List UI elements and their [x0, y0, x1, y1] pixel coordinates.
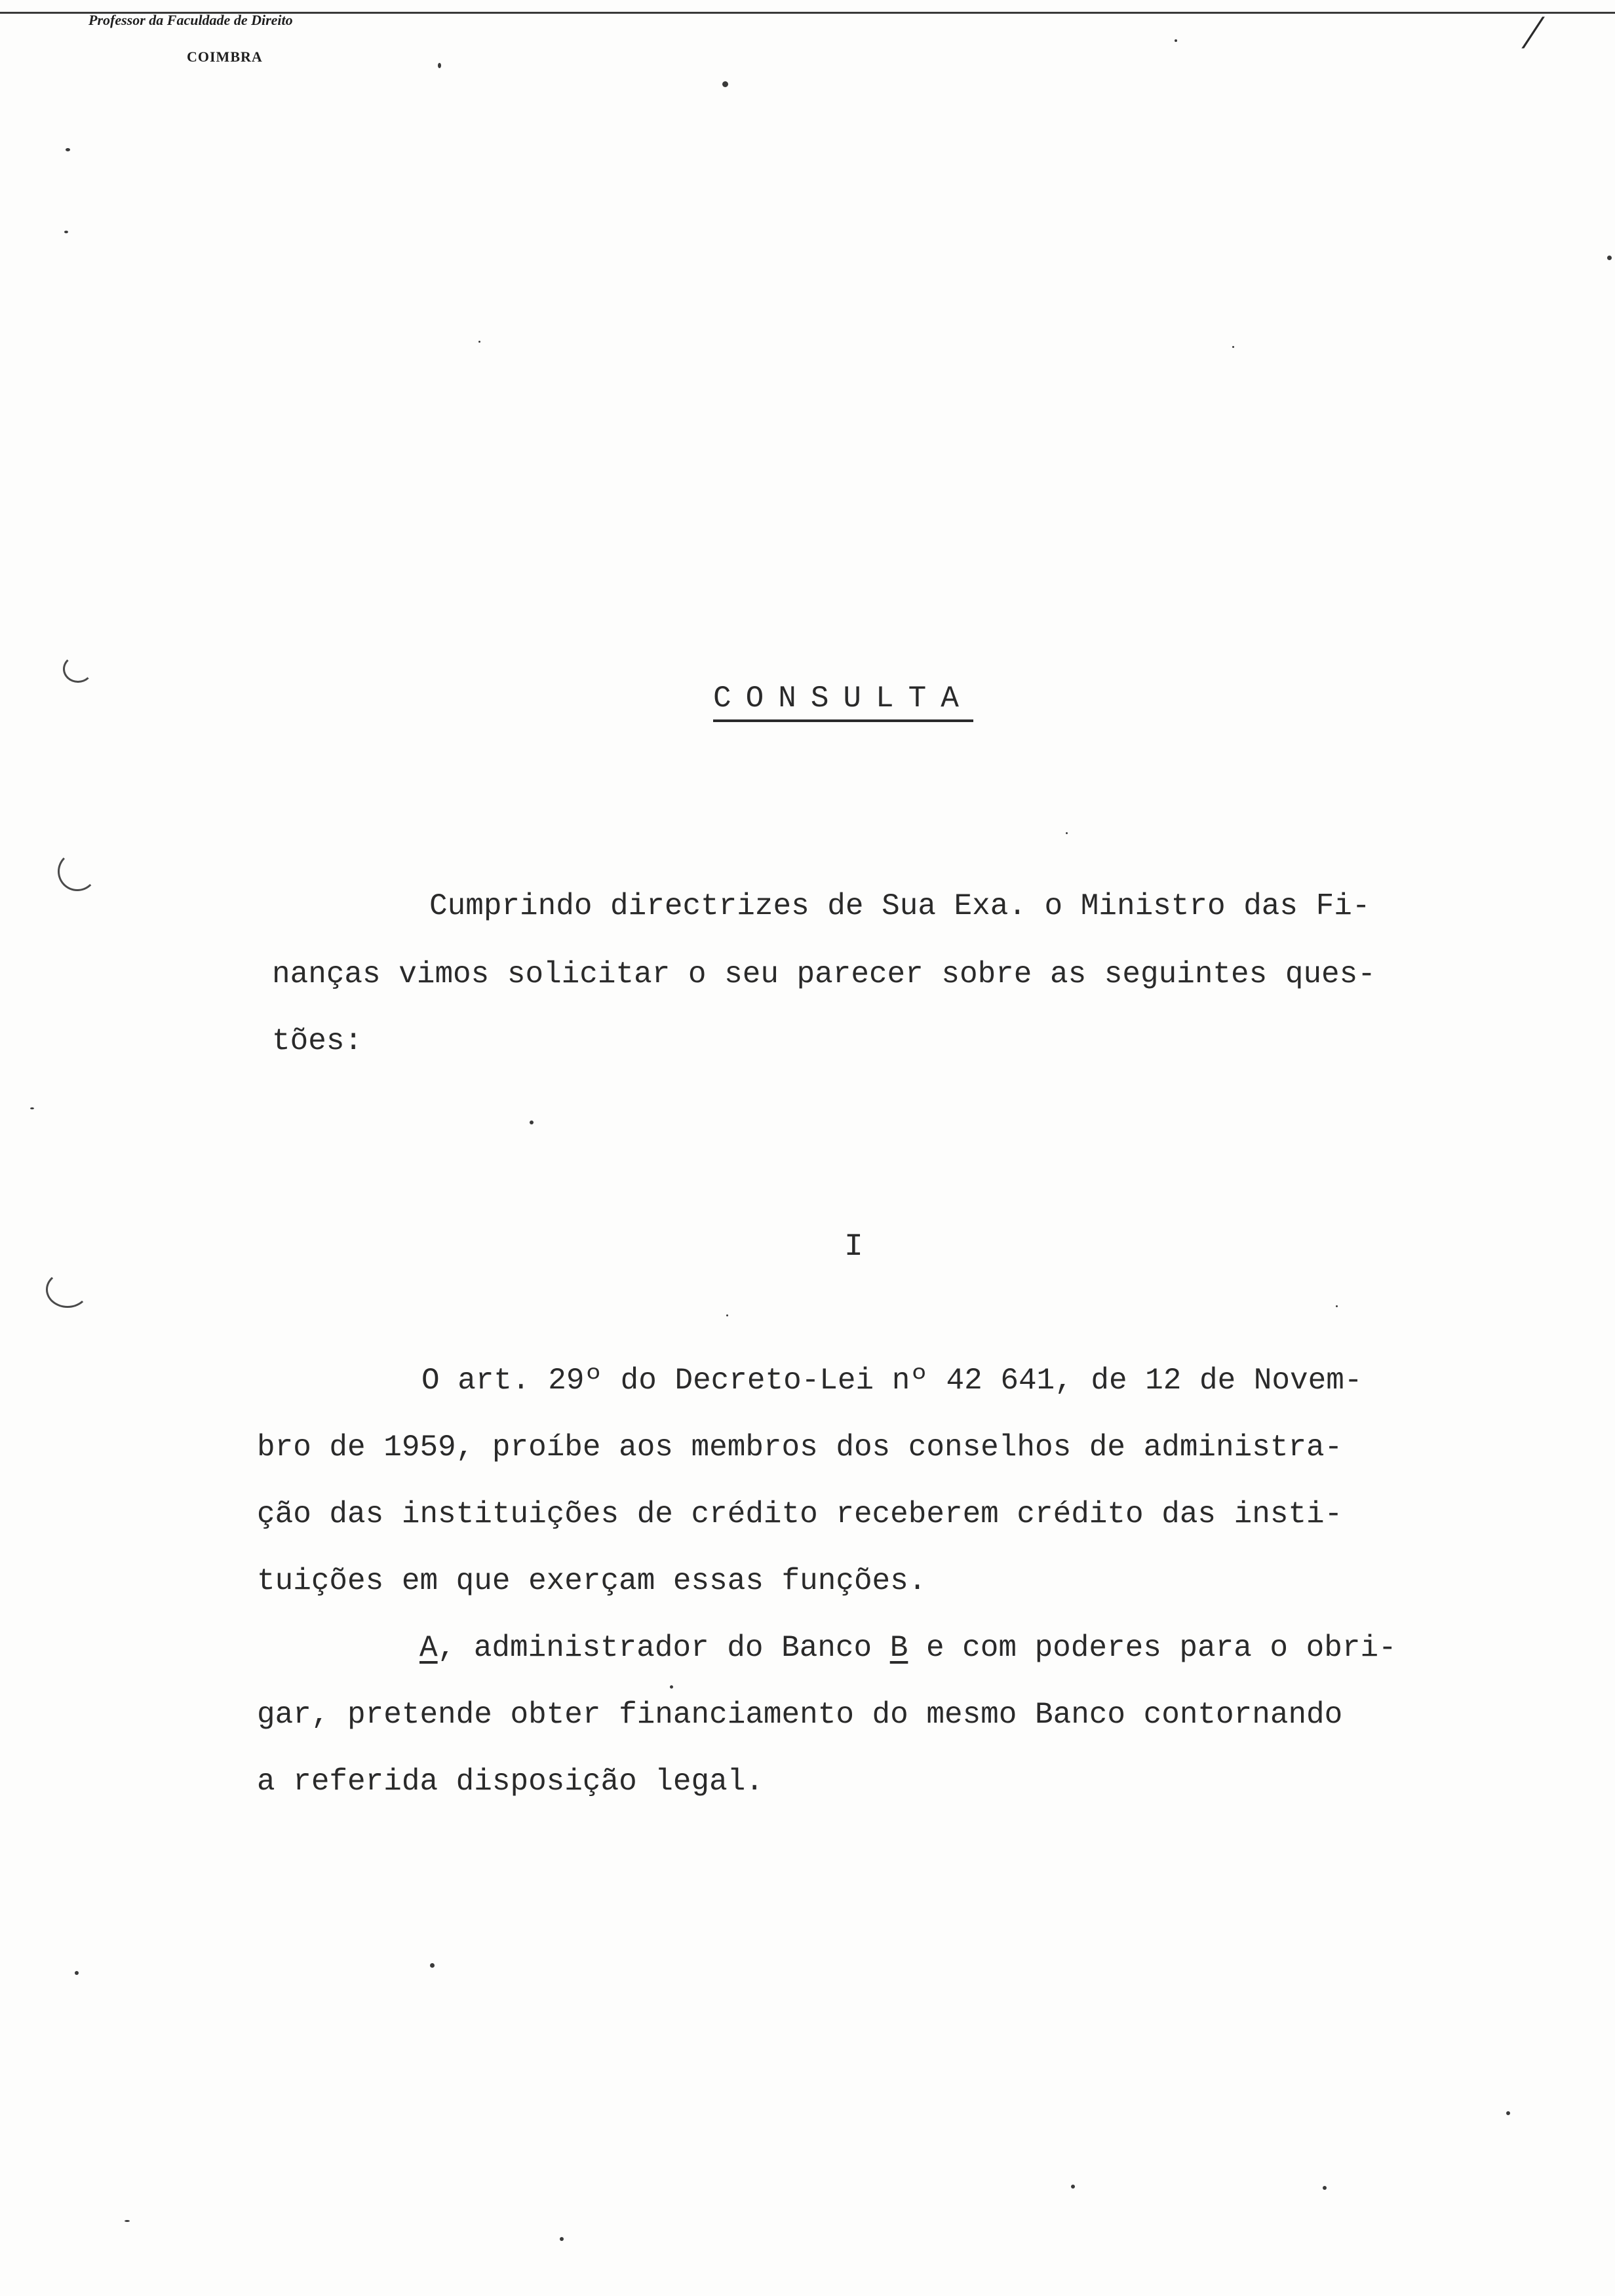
page-mark: /: [1522, 6, 1543, 58]
letterhead-city: COIMBRA: [187, 48, 263, 65]
scan-speck: [64, 231, 68, 233]
scan-speck: [438, 63, 441, 68]
scan-speck: [1323, 2186, 1327, 2190]
scan-mark: [46, 1271, 89, 1308]
scan-speck: [722, 81, 728, 87]
scan-speck: [478, 341, 480, 343]
para2-line-2: gar, pretende obter financiamento do mesmo Banco contornando: [257, 1698, 1343, 1732]
para1-line-1: O art. 29º do Decreto-Lei nº 42 641, de 12 de Novem-: [421, 1364, 1363, 1398]
para2-line-1-end: e com poderes para o obri-: [908, 1631, 1397, 1665]
para2-line-3: a referida disposição legal.: [257, 1765, 764, 1799]
intro-line-1: Cumprindo directrizes de Sua Exa. o Ministro das Fi-: [429, 889, 1371, 923]
scan-speck: [125, 2220, 130, 2222]
letterhead-affiliation: Professor da Faculdade de Direito: [88, 12, 293, 28]
scan-speck: [1066, 832, 1068, 834]
scan-speck: [1071, 2185, 1075, 2189]
para2-line-1-mid: , administrador do Banco: [437, 1631, 890, 1665]
scan-speck: [530, 1120, 534, 1124]
scan-speck: [30, 1107, 34, 1109]
scan-speck: [1607, 256, 1612, 260]
scan-speck: [430, 1963, 435, 1968]
section-numeral: I: [844, 1229, 863, 1265]
intro-line-3: tões:: [272, 1024, 363, 1058]
scan-speck: [1232, 346, 1234, 348]
document-title: CONSULTA: [713, 681, 973, 722]
para1-line-3: ção das instituições de crédito receberem crédito das insti-: [257, 1497, 1343, 1531]
scan-speck: [1175, 39, 1177, 42]
scan-speck: [1506, 2111, 1510, 2115]
label-b: B: [889, 1631, 908, 1665]
intro-line-2: nanças vimos solicitar o seu parecer sobre as seguintes ques-: [272, 957, 1376, 991]
scan-mark: [63, 655, 93, 683]
para2-line-1: [419, 1633, 1397, 1663]
scan-speck: [1336, 1305, 1338, 1307]
scan-mark: [58, 852, 97, 891]
scan-speck: [75, 1971, 79, 1975]
scan-speck: [726, 1314, 728, 1316]
scan-speck: [560, 2237, 564, 2241]
scan-speck: [670, 1685, 673, 1689]
para1-line-4: tuições em que exerçam essas funções.: [257, 1564, 927, 1598]
label-a: A: [419, 1631, 438, 1665]
para1-line-2: bro de 1959, proíbe aos membros dos conselhos de administra-: [257, 1430, 1343, 1464]
scan-speck: [66, 148, 70, 151]
